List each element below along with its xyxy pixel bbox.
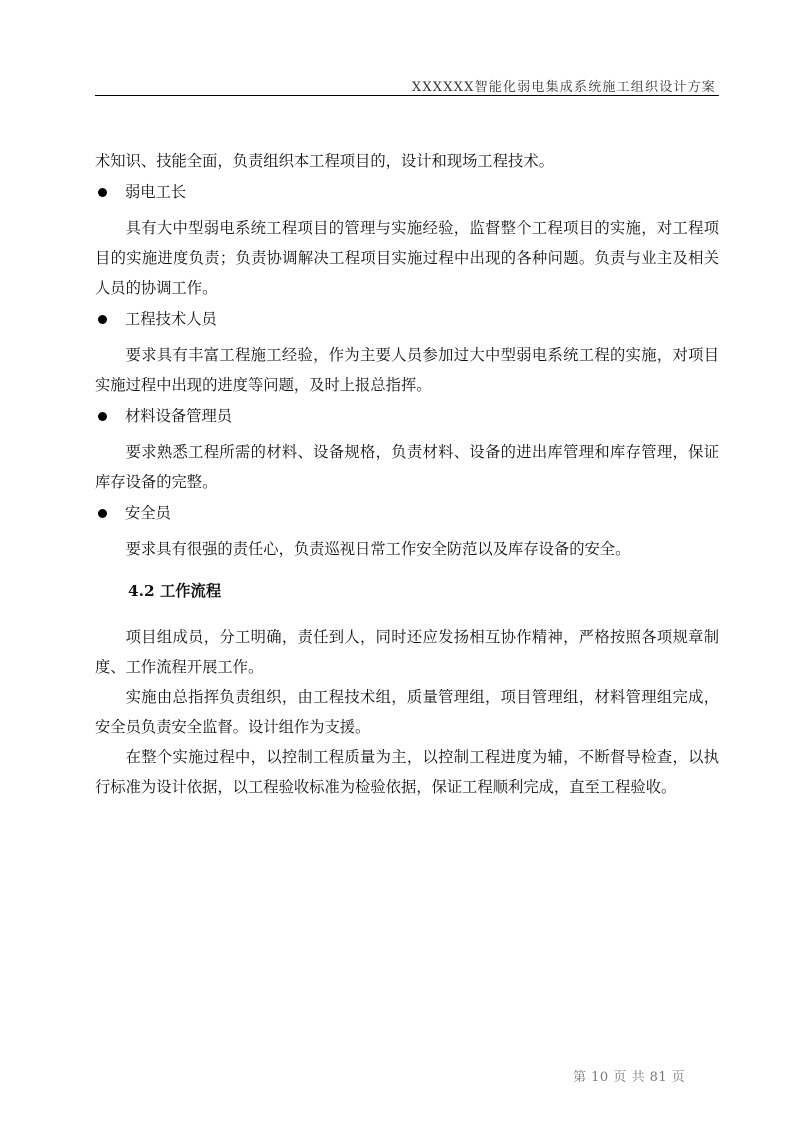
- bullet-item-weak-current-foreman: [95, 176, 719, 208]
- page-body: [95, 146, 719, 802]
- bullet-icon: [98, 509, 107, 518]
- running-header-title: XXXXXX智能化弱电集成系统施工组织设计方案: [411, 80, 716, 95]
- bullet-label: 材料设备管理员: [125, 407, 233, 425]
- bullet-icon: [98, 412, 107, 421]
- section-heading: 4.2 工作流程: [128, 582, 222, 600]
- bullet-icon: [98, 315, 107, 324]
- role-description: 要求熟悉工程所需的材料、设备规格，负责材料、设备的进出库管理和库存管理，保证库存设备的完整。: [95, 443, 719, 491]
- bullet-item-technical-staff: [95, 303, 719, 335]
- bullet-label: 工程技术人员: [125, 310, 217, 328]
- workflow-paragraph: 项目组成员，分工明确，责任到人，同时还应发扬相互协作精神，严格按照各项规章制度、工作流程开展工作。: [95, 628, 719, 676]
- bullet-label: 安全员: [125, 504, 171, 522]
- workflow-paragraph: 在整个实施过程中，以控制工程质量为主，以控制工程进度为辅，不断督导检查，以执行标准为设计依据，以工程验收标准为检验依据，保证工程顺利完成，直至工程验收。: [95, 748, 719, 796]
- page-number: 第 10 页 共 81 页: [573, 1070, 686, 1085]
- bullet-icon: [98, 188, 107, 197]
- role-description: 要求具有丰富工程施工经验，作为主要人员参加过大中型弱电系统工程的实施，对项目实施过程中出现的进度等问题，及时上报总指挥。: [95, 346, 719, 394]
- role-description: 具有大中型弱电系统工程项目的管理与实施经验，监督整个工程项目的实施，对工程项目的实施进度负责；负责协调解决工程项目实施过程中出现的各种问题。负责与业主及相关人员的协调工作。: [95, 219, 719, 297]
- workflow-paragraph: 实施由总指挥负责组织，由工程技术组，质量管理组，项目管理组，材料管理组完成，安全员负责安全监督。设计组作为支援。: [95, 688, 719, 736]
- role-description: 要求具有很强的责任心，负责巡视日常工作安全防范以及库存设备的安全。: [125, 540, 631, 558]
- continuation-line: 术知识、技能全面，负责组织本工程项目的，设计和现场工程技术。: [95, 152, 554, 170]
- header-divider: [95, 95, 719, 96]
- bullet-label: 弱电工长: [125, 183, 187, 201]
- bullet-item-safety-officer: [95, 497, 719, 529]
- bullet-item-materials-manager: [95, 400, 719, 432]
